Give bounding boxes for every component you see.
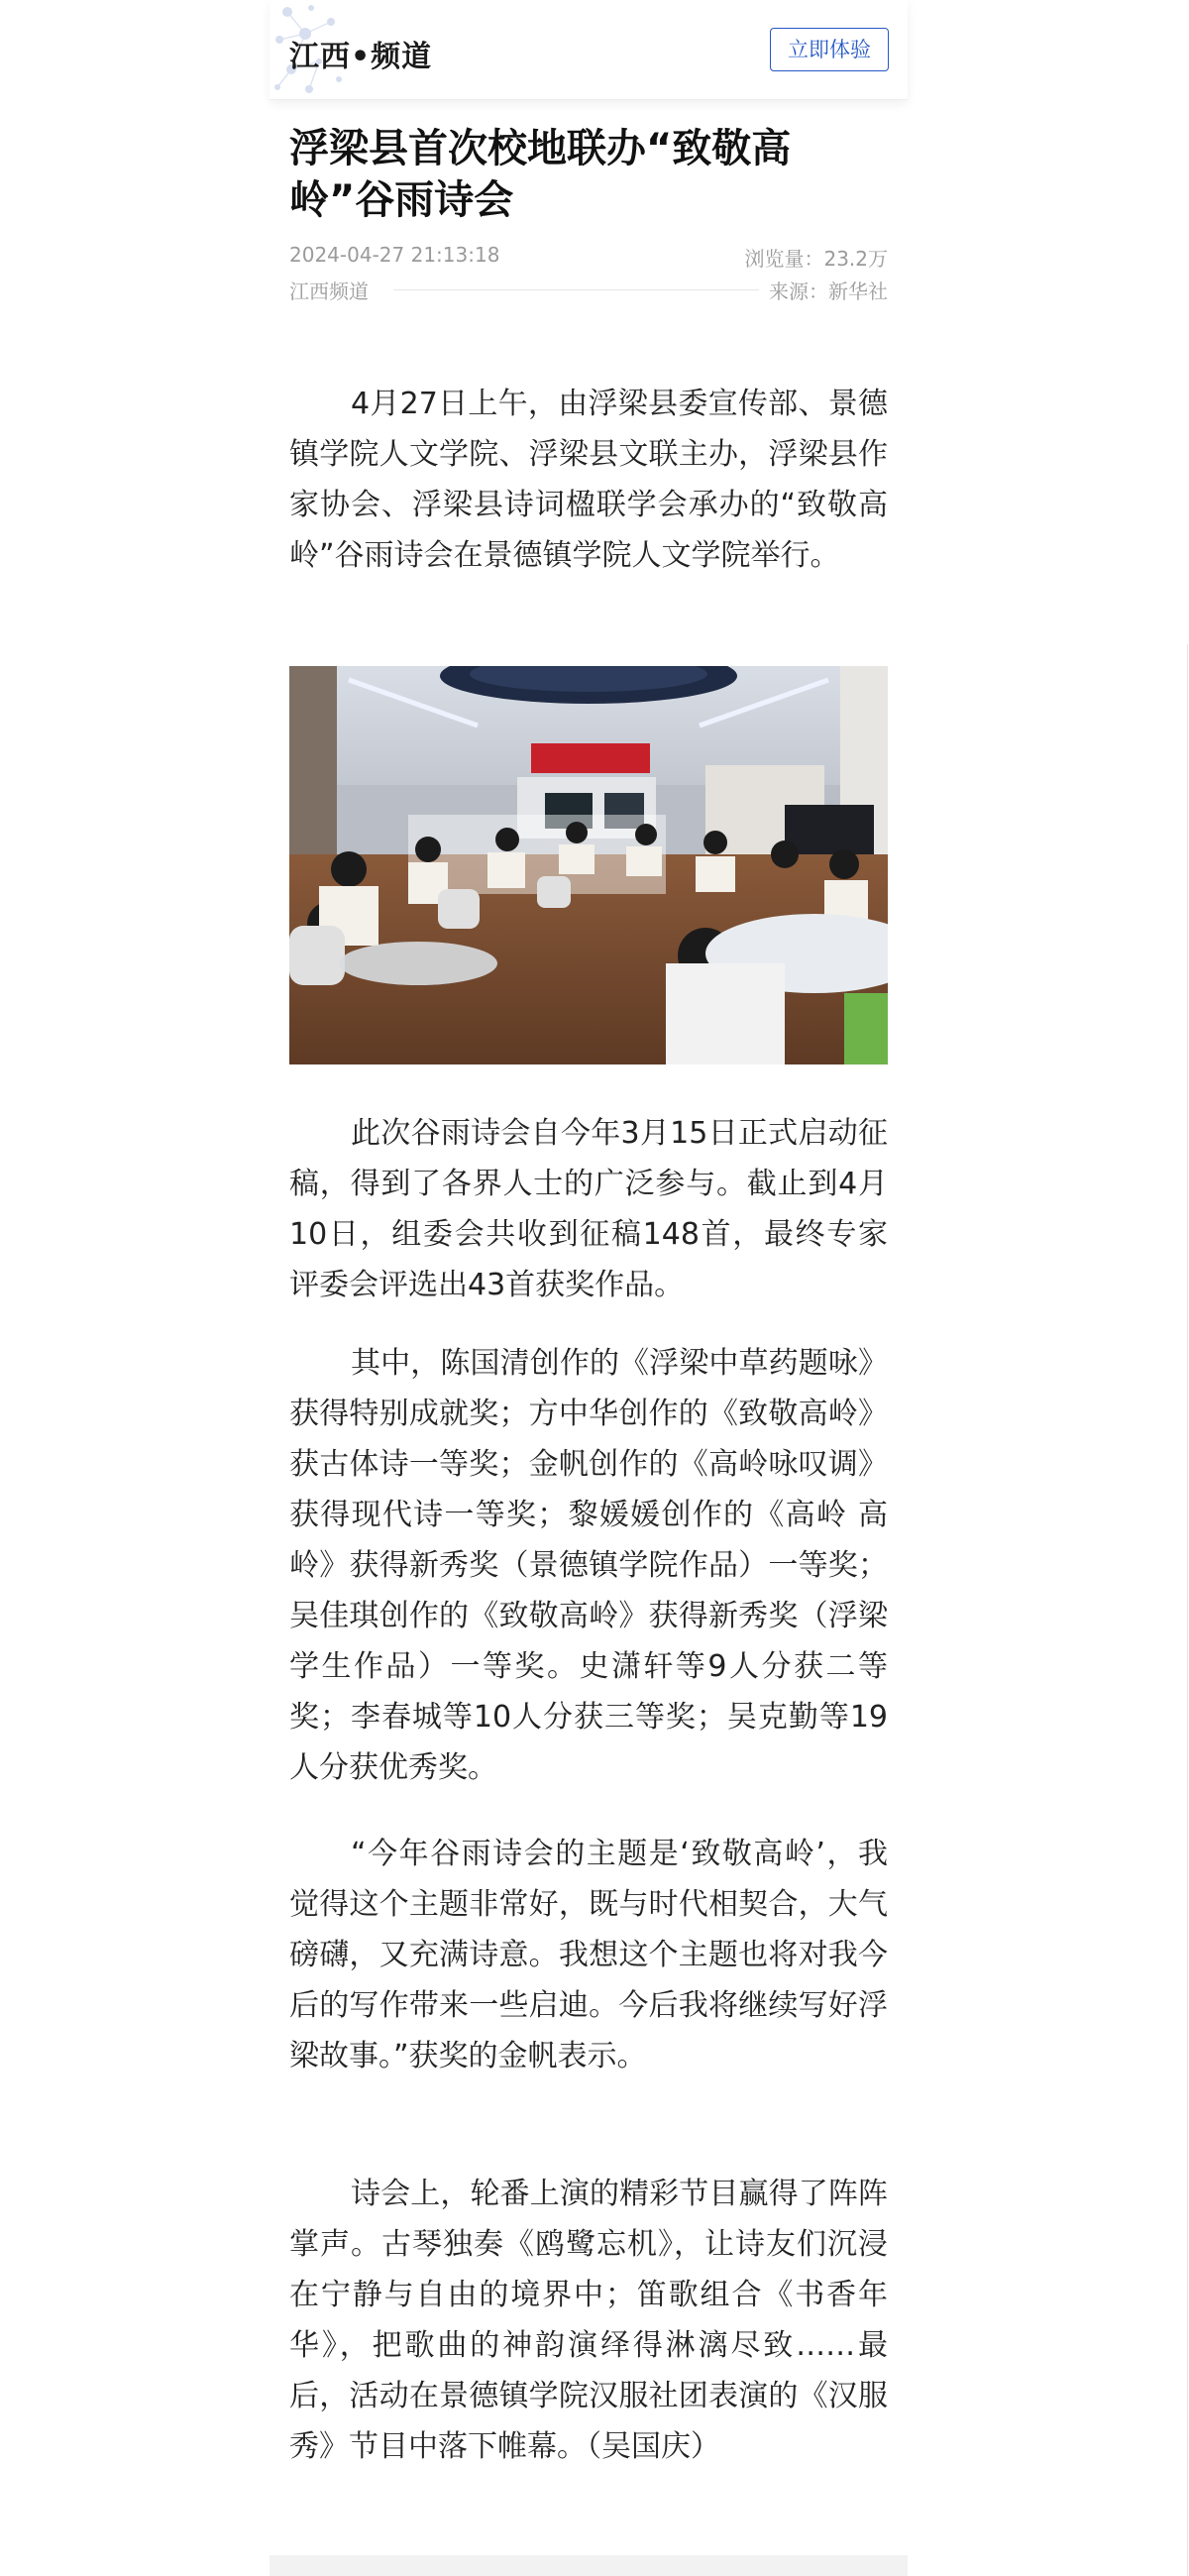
- article-paragraph: 其中，陈国清创作的《浮梁中草药题咏》获得特别成就奖；方中华创作的《致敬高岭》获古体诗一等奖；金帆创作的《高岭咏叹调》获得现代诗一等奖；黎媛媛创作的《高岭 高岭》获得新秀奖（景德镇学院作品）一等奖；吴佳琪创作的《致敬高岭》获得新秀奖（浮梁学生作品）一等奖。史潇轩等9人分获二等奖；李春城等10人分获三等奖；吴克勤等19人分获优秀奖。: [289, 1346, 888, 1785]
- try-now-button[interactable]: 立即体验: [770, 28, 889, 71]
- event-photo: [289, 666, 888, 1064]
- app-header: [270, 0, 908, 100]
- channel-name[interactable]: 江西频道: [289, 280, 369, 303]
- meta-row-source: [289, 276, 888, 303]
- article-title: 浮梁县首次校地联办“致敬高岭”谷雨诗会: [289, 126, 792, 223]
- article-paragraph: 诗会上，轮番上演的精彩节目赢得了阵阵掌声。古琴独奏《鸥鹭忘机》，让诗友们沉浸在宁静与自由的境界中；笛歌组合《书香年华》，把歌曲的神韵演绎得淋漓尽致……最后，活动在景德镇学院汉服社团表演的《汉服秀》节目中落下帷幕。（吴国庆）: [289, 2177, 888, 2464]
- source-label: 来源：新华社: [769, 280, 888, 303]
- meta-row-date: [289, 243, 888, 271]
- page-edge-divider: [1187, 644, 1188, 2576]
- article-paragraph: “今年谷雨诗会的主题是‘致敬高岭’，我觉得这个主题非常好，既与时代相契合，大气磅礴，又充满诗意。我想这个主题也将对我今后的写作带来一些启迪。今后我将继续写好浮梁故事。”获奖的金帆表示。: [289, 1837, 888, 2073]
- channel-brand-name: 江西•频道: [289, 40, 433, 74]
- bottom-bar: [270, 2555, 908, 2576]
- meta-divider: [393, 289, 759, 290]
- article-paragraph: 4月27日上午，由浮梁县委宣传部、景德镇学院人文学院、浮梁县文联主办，浮梁县作家协会、浮梁县诗词楹联学会承办的“致敬高岭”谷雨诗会在景德镇学院人文学院举行。: [289, 387, 888, 573]
- article-paragraph: 此次谷雨诗会自今年3月15日正式启动征稿，得到了各界人士的广泛参与。截止到4月10日，组委会共收到征稿148首，最终专家评委会评选出43首获奖作品。: [289, 1116, 888, 1302]
- article-column: [270, 0, 908, 2576]
- publish-time: 2024-04-27 21:13:18: [289, 243, 500, 267]
- view-count: 浏览量：23.2万: [744, 247, 888, 271]
